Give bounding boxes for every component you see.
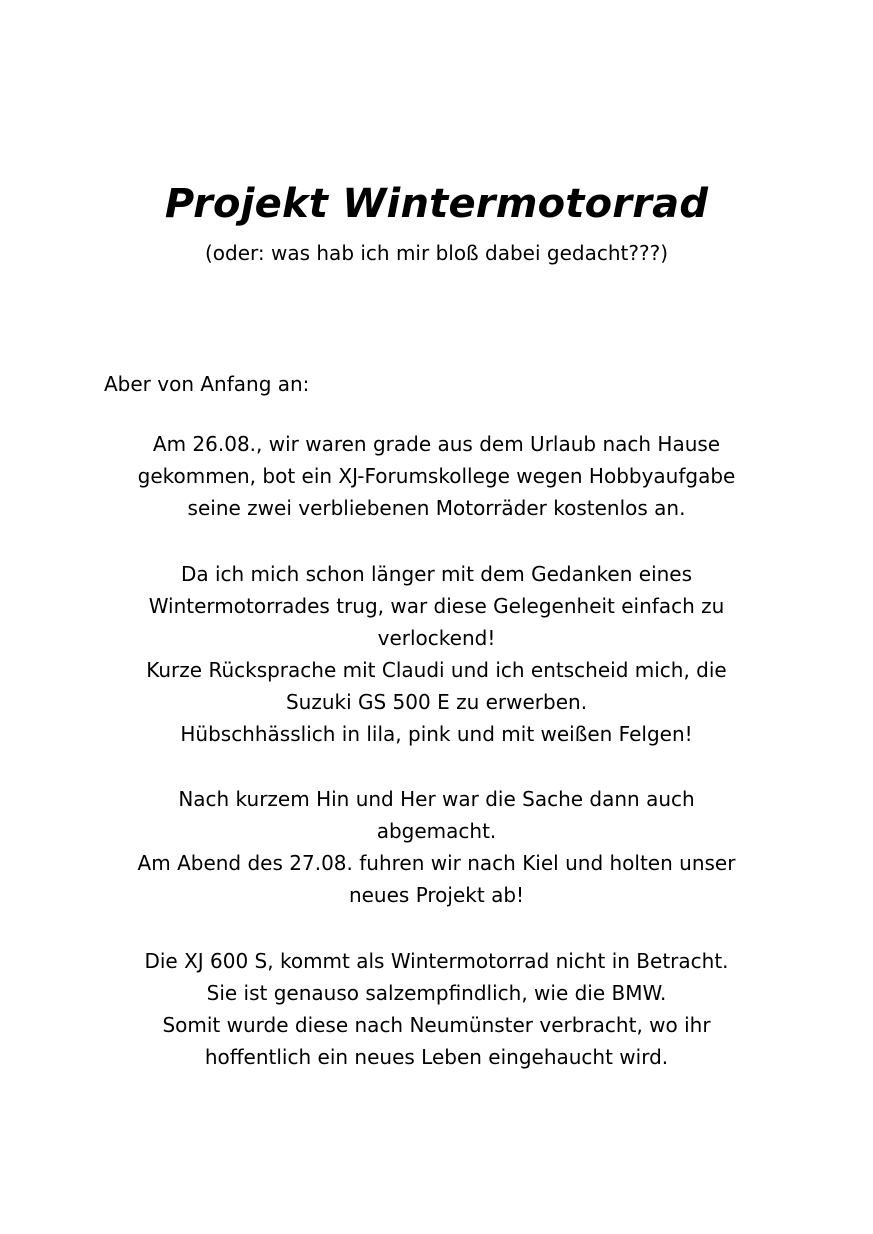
paragraph-line: Da ich mich schon länger mit dem Gedanken eines [180, 562, 693, 586]
document-subtitle: (oder: was hab ich mir bloß dabei gedacht???) [204, 241, 668, 265]
paragraph-line: Somit wurde diese nach Neumünster verbracht, wo ihr [162, 1013, 711, 1037]
paragraph-line: gekommen, bot ein XJ-Forumskollege wegen Hobbyaufgabe [137, 464, 736, 488]
paragraph-line: neues Projekt ab! [348, 883, 525, 907]
paragraph-line: Suzuki GS 500 E zu erwerben. [285, 690, 588, 714]
paragraph-1 [60, 428, 813, 524]
paragraph-line: Kurze Rücksprache mit Claudi und ich entscheid mich, die [146, 658, 727, 682]
document-title: Projekt Wintermotorrad [164, 181, 709, 227]
paragraph-line: Am Abend des 27.08. fuhren wir nach Kiel und holten unser [137, 851, 736, 875]
paragraph-4 [60, 945, 813, 1073]
paragraph-line: Hübschhässlich in lila, pink und mit weißen Felgen! [180, 722, 693, 746]
paragraph-3 [60, 783, 813, 911]
paragraph-line: abgemacht. [376, 819, 497, 843]
paragraph-line: Nach kurzem Hin und Her war die Sache dann auch [178, 787, 695, 811]
paragraph-2 [60, 558, 813, 750]
paragraph-line: verlockend! [377, 626, 496, 650]
paragraph-line: Wintermotorrades trug, war diese Gelegenheit einfach zu [148, 594, 725, 618]
intro-text: Aber von Anfang an: [104, 372, 310, 396]
paragraph-line: seine zwei verbliebenen Motorräder kostenlos an. [187, 496, 686, 520]
paragraph-line: Am 26.08., wir waren grade aus dem Urlaub nach Hause [152, 432, 721, 456]
paragraph-line: Die XJ 600 S, kommt als Wintermotorrad nicht in Betracht. [144, 949, 729, 973]
paragraph-line: hoffentlich ein neues Leben eingehaucht wird. [204, 1045, 669, 1069]
paragraph-line: Sie ist genauso salzempfindlich, wie die BMW. [206, 981, 667, 1005]
